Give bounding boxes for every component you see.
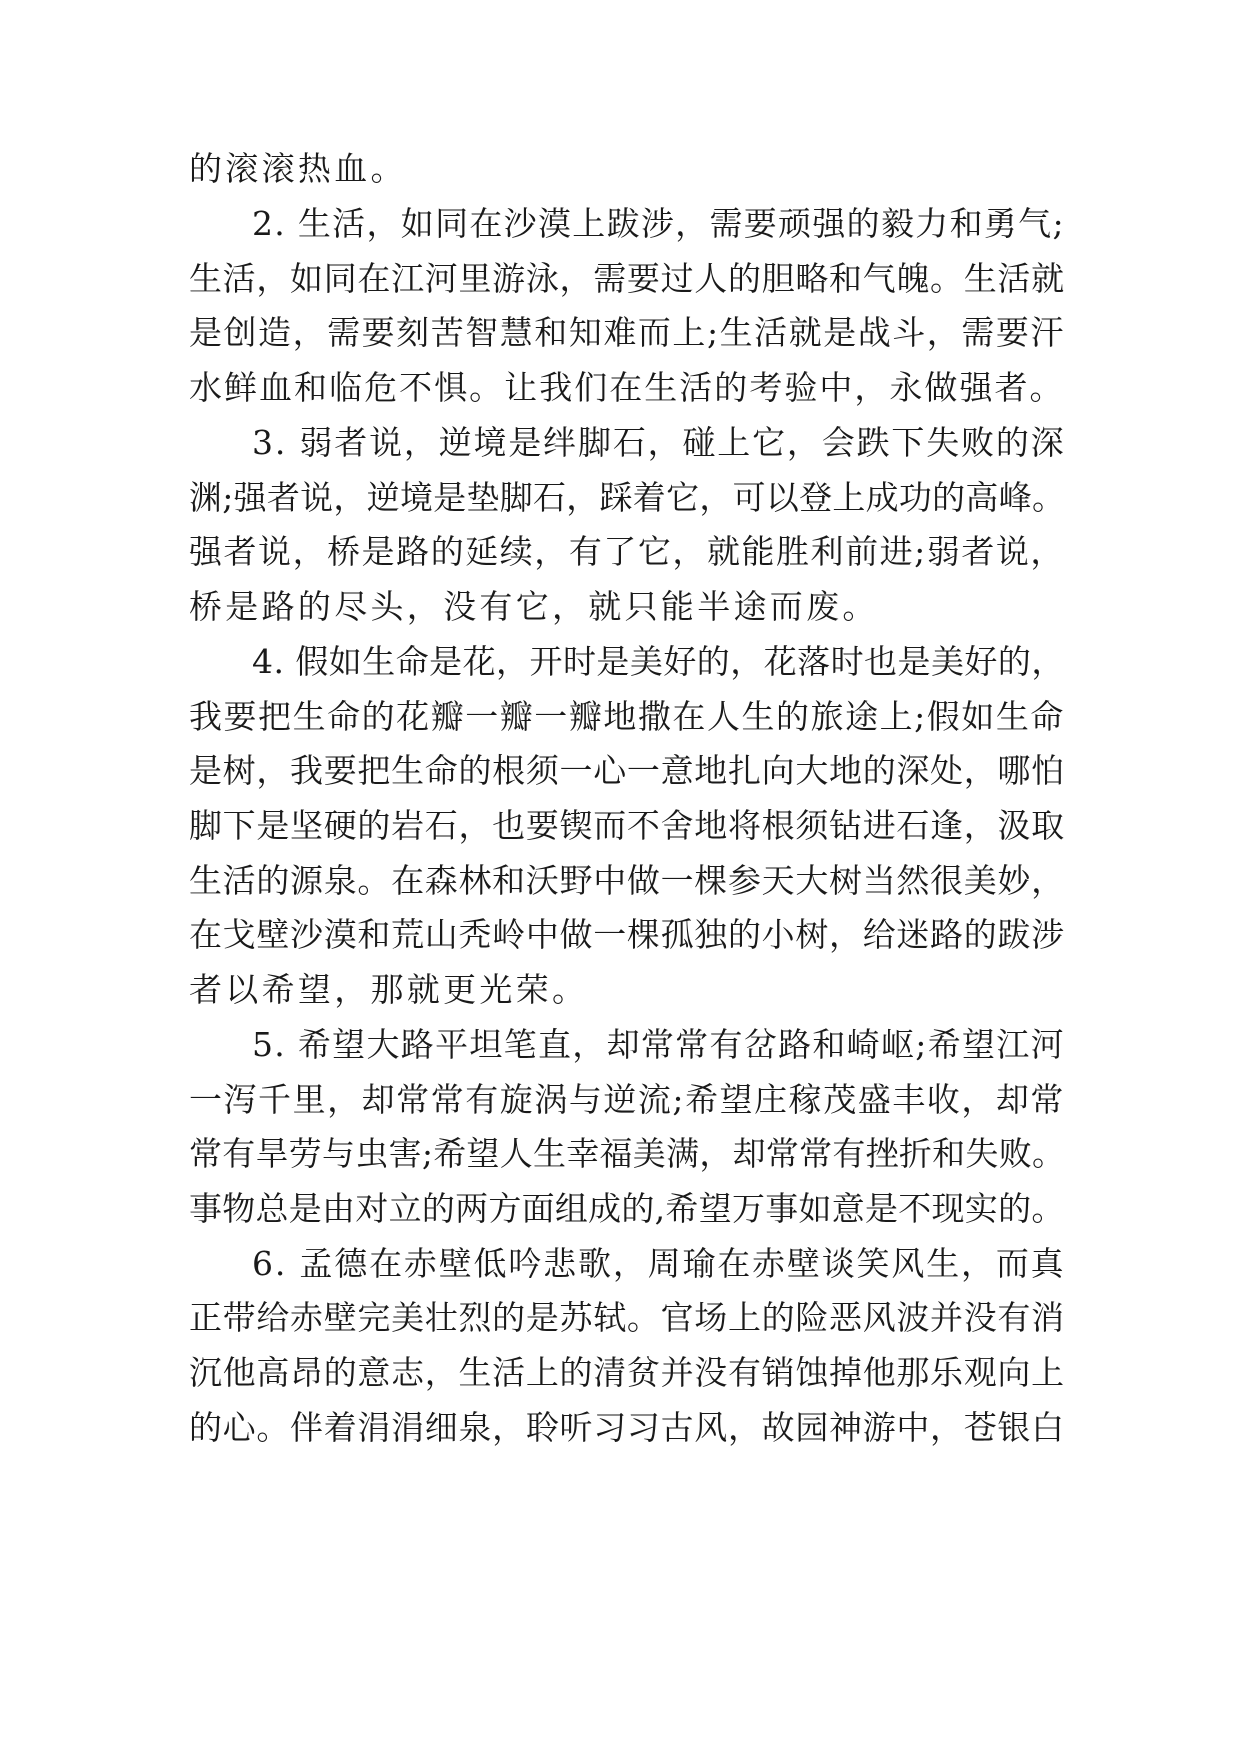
text-line: 生活的源泉。在森林和沃野中做一棵参天大树当然很美妙， [189, 861, 1065, 900]
text-line: 强者说，桥是路的延续，有了它，就能胜利前进;弱者说， [189, 532, 1065, 571]
text-line: 一泻千里，却常常有旋涡与逆流;希望庄稼茂盛丰收，却常 [189, 1080, 1065, 1119]
text-line: 沉他高昂的意志，生活上的清贫并没有销蚀掉他那乐观向上 [189, 1353, 1065, 1392]
text-line: 6. 孟德在赤壁低吟悲歌，周瑜在赤壁谈笑风生，而真 [252, 1244, 1066, 1283]
text-line: 常有旱劳与虫害;希望人生幸福美满，却常常有挫折和失败。 [189, 1134, 1066, 1173]
text-line: 桥是路的尽头，没有它，就只能半途而废。 [189, 587, 879, 626]
text-line: 事物总是由对立的两方面组成的,希望万事如意是不现实的。 [189, 1189, 1065, 1228]
text-line: 3. 弱者说，逆境是绊脚石，碰上它，会跌下失败的深 [252, 423, 1066, 462]
text-line: 是树，我要把生命的根须一心一意地扎向大地的深处，哪怕 [189, 751, 1065, 790]
text-line: 是创造，需要刻苦智慧和知难而上;生活就是战斗，需要汗 [189, 313, 1065, 352]
text-line: 2. 生活，如同在沙漠上跋涉，需要顽强的毅力和勇气; [252, 204, 1065, 243]
text-line: 4. 假如生命是花，开时是美好的，花落时也是美好的， [252, 642, 1065, 681]
text-line: 脚下是坚硬的岩石，也要锲而不舍地将根须钻进石逢，汲取 [189, 806, 1065, 845]
text-line: 者以希望，那就更光荣。 [189, 970, 589, 1009]
text-line: 正带给赤壁完美壮烈的是苏轼。官场上的险恶风波并没有消 [189, 1298, 1065, 1337]
text-line: 5. 希望大路平坦笔直，却常常有岔路和崎岖;希望江河 [252, 1025, 1065, 1064]
text-line: 生活，如同在江河里游泳，需要过人的胆略和气魄。生活就 [189, 259, 1065, 298]
text-line: 渊;强者说，逆境是垫脚石，踩着它，可以登上成功的高峰。 [189, 478, 1066, 517]
text-line: 在戈壁沙漠和荒山秃岭中做一棵孤独的小树，给迷路的跋涉 [189, 915, 1065, 954]
text-line: 我要把生命的花瓣一瓣一瓣地撒在人生的旅途上;假如生命 [189, 697, 1065, 736]
text-line: 的滚滚热血。 [189, 149, 407, 188]
text-line: 的心。伴着涓涓细泉，聆听习习古风，故园神游中，苍银白 [189, 1408, 1065, 1447]
text-line: 水鲜血和临危不惧。让我们在生活的考验中，永做强者。 [189, 368, 1065, 407]
